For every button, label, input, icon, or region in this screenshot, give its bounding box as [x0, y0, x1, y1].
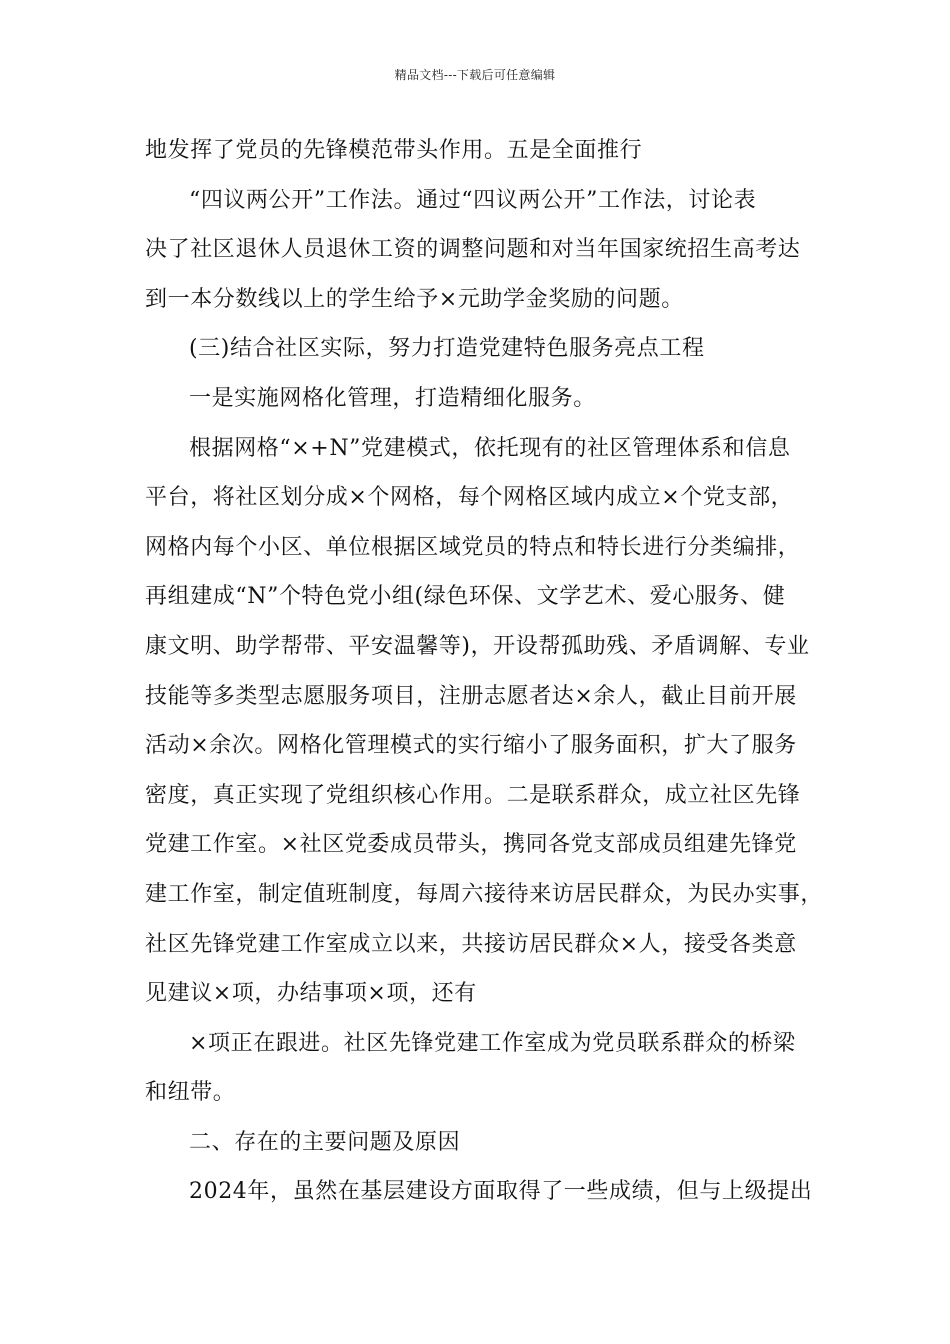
text-line: 2024年，虽然在基层建设方面取得了一些成绩，但与上级提出	[189, 1179, 813, 1205]
subsection-heading: 一是实施网格化管理，打造精细化服务。	[189, 385, 596, 411]
text-line: 党建工作室。×社区党委成员带头，携同各党支部成员组建先锋党	[145, 832, 797, 858]
text-line: 再组建成“N”个特色党小组(绿色环保、文学艺术、爱心服务、健	[145, 584, 786, 610]
text-line: “四议两公开”工作法。通过“四议两公开”工作法，讨论表	[189, 187, 757, 213]
text-line: 活动×余次。网格化管理模式的实行缩小了服务面积，扩大了服务	[145, 733, 797, 759]
text-line: 到一本分数线以上的学生给予×元助学金奖励的问题。	[145, 286, 684, 312]
text-line: 平台，将社区划分成×个网格，每个网格区域内成立×个党支部，	[145, 485, 794, 511]
text-line: 康文明、助学帮带、平安温馨等)，开设帮孤助残、矛盾调解、专业	[145, 633, 810, 659]
text-line: 地发挥了党员的先锋模范带头作用。五是全面推行	[145, 138, 643, 163]
text-line: 建工作室，制定值班制度，每周六接待来访居民群众，为民办实事，	[145, 881, 824, 907]
text-line: 技能等多类型志愿服务项目，注册志愿者达×余人，截止目前开展	[145, 683, 797, 709]
text-line: 根据网格“×+N”党建模式，依托现有的社区管理体系和信息	[189, 435, 791, 461]
text-line: 网格内每个小区、单位根据区域党员的特点和特长进行分类编排，	[145, 534, 801, 560]
section-heading: (三)结合社区实际，努力打造党建特色服务亮点工程	[189, 336, 705, 362]
text-line: 见建议×项，办结事项×项，还有	[145, 981, 477, 1007]
page-header: 精品文档---下载后可任意编辑	[394, 68, 556, 82]
text-line: 社区先锋党建工作室成立以来，共接访居民群众×人，接受各类意	[145, 931, 797, 957]
text-line: ×项正在跟进。社区先锋党建工作室成为党员联系群众的桥梁	[189, 1030, 796, 1056]
text-line: 和纽带。	[145, 1080, 236, 1106]
section-heading: 二、存在的主要问题及原因	[189, 1129, 461, 1155]
text-line: 决了社区退休人员退休工资的调整问题和对当年国家统招生高考达	[145, 237, 801, 263]
document-body	[145, 126, 835, 1217]
text-line: 密度，真正实现了党组织核心作用。二是联系群众，成立社区先锋	[145, 782, 801, 808]
